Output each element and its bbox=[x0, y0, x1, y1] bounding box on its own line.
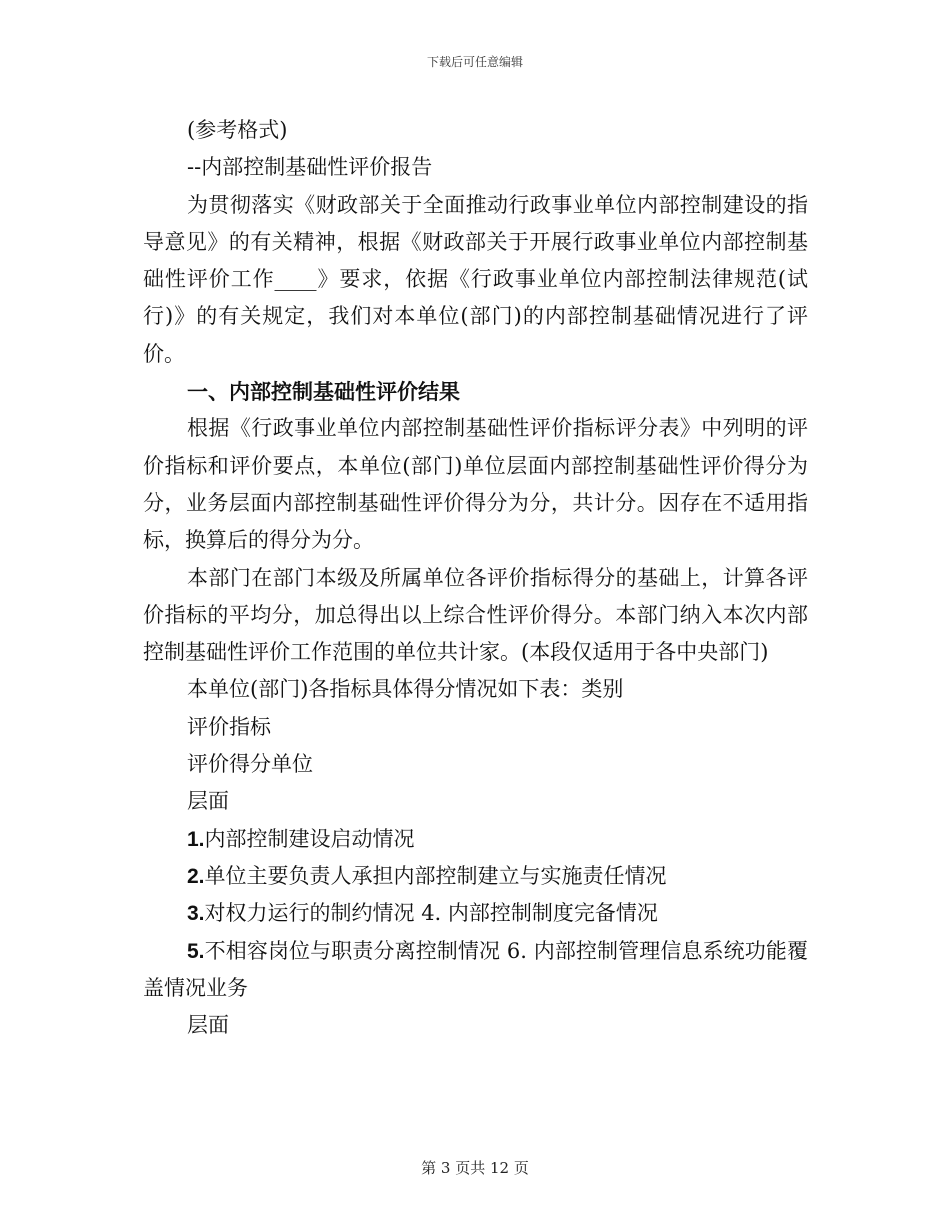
item-number: 3. bbox=[187, 902, 205, 926]
list-item bbox=[143, 858, 808, 895]
item-number: 5. bbox=[187, 939, 205, 963]
level-label: 层面 bbox=[187, 789, 229, 814]
report-title: --内部控制基础性评价报告 bbox=[187, 155, 433, 180]
item-number: 1. bbox=[187, 827, 205, 851]
item-text: 内部控制建设启动情况 bbox=[204, 826, 415, 851]
column-score: 评价得分单位 bbox=[187, 752, 313, 777]
level-label: 层面 bbox=[187, 1013, 229, 1038]
document-body bbox=[143, 112, 808, 1044]
table-intro: 本单位(部门)各指标具体得分情况如下表：类别 bbox=[187, 677, 624, 702]
format-note: (参考格式) bbox=[187, 118, 288, 142]
intro-paragraph: 为贯彻落实《财政部关于全面推动行政事业单位内部控制建设的指导意见》的有关精神，根据《财政部关于开展行政事业单位内部控制基础性评价工作____》要求，依据《行政事业单位内部控制法律规范(试行)》的有关规定，我们对本单位(部门)的内部控制基础情况进行了评价。 bbox=[143, 192, 808, 366]
item-text: 单位主要负责人承担内部控制建立与实施责任情况 bbox=[204, 863, 667, 888]
list-item bbox=[143, 933, 808, 1008]
department-paragraph: 本部门在部门本级及所属单位各评价指标得分的基础上，计算各评价指标的平均分，加总得出以上综合性评价得分。本部门纳入本次内部控制基础性评价工作范围的单位共计家。(本段仅适用于各中央部门) bbox=[143, 565, 808, 665]
section-heading: 一、内部控制基础性评价结果 bbox=[187, 379, 460, 405]
item-number: 2. bbox=[187, 864, 205, 888]
list-item bbox=[143, 821, 808, 858]
column-indicator: 评价指标 bbox=[187, 714, 271, 739]
page-footer: 第 3 页共 12 页 bbox=[421, 1159, 529, 1177]
result-paragraph: 根据《行政事业单位内部控制基础性评价指标评分表》中列明的评价指标和评价要点，本单位(部门)单位层面内部控制基础性评价得分为分，业务层面内部控制基础性评价得分为分，共计分。因存在不适用指标，换算后的得分为分。 bbox=[143, 416, 808, 553]
item-text: 不相容岗位与职责分离控制情况 6. 内部控制管理信息系统功能覆盖情况业务 bbox=[143, 938, 808, 1000]
list-item bbox=[143, 895, 808, 932]
page-header: 下载后可任意编辑 bbox=[426, 55, 523, 69]
item-text: 对权力运行的制约情况 4. 内部控制制度完备情况 bbox=[204, 901, 658, 926]
